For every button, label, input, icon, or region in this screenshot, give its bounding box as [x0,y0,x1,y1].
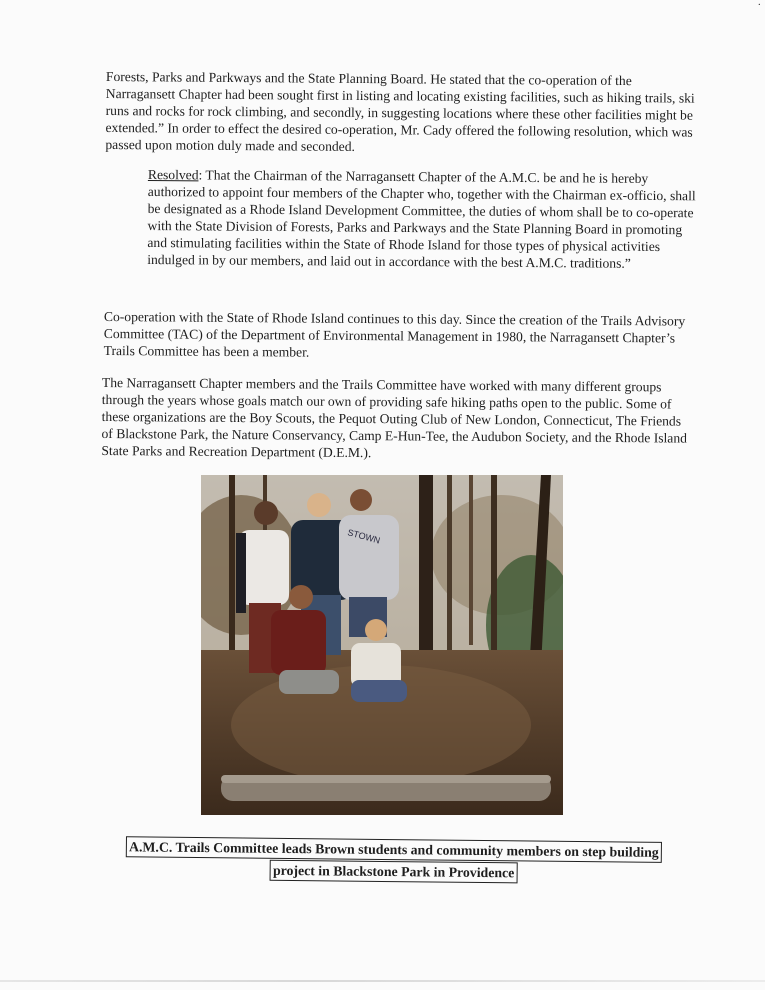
caption-line-1: A.M.C. Trails Committee leads Brown students and community members on step building [126,836,662,863]
photo-caption [100,836,688,885]
scan-bottom-edge [0,980,765,982]
partners-paragraph: The Narragansett Chapter members and the Trails Committee have worked with many different groups through the years whose goals match our own of providing safe hiking paths open to the public. Some of these organizations are the Boy Scouts, the Pequot Outing Club of New London, Connecticut, The Friends of Blackstone Park, the Nature Conservancy, Camp E-Hun-Tee, the Audubon Society, and the Rhode Island State Parks and Recreation Department (D.E.M.). [101,374,688,461]
cooperation-paragraph: Co-operation with the State of Rhode Island continues to this day. Since the creation of the Trails Advisory Committee (TAC) of the Department of Environmental Management in 1980, the Narragansett Chapter’s Trails Committee has been a member. [103,308,686,360]
intro-paragraph: Forests, Parks and Parkways and the State Planning Board. He stated that the co-operation of the Narragansett Chapter had been sought first in listing and locating existing facilities, such as hiking trails, ski runs and rocks for rock climbing, and secondly, in suggesting locations where these other facilities might be extended.” In order to effect the desired co-operation, Mr. Cady offered the following resolution, which was passed upon motion duly made and seconded. [105,68,695,154]
corner-mark: · [757,0,761,11]
sweatshirt-text: STOWN [346,527,382,546]
resolved-label: Resolved [147,166,199,183]
group-photo [201,475,563,815]
resolution-text: : That the Chairman of the Narragansett Chapter of the A.M.C. be and he is hereby authorized to appoint four members of the Chapter who, together with the Chairman ex-officio, shall be designated as a Rhode Island Development Committee, the duties of whom shall be to co-operate with the State Division of Forests, Parks and Parkways and the State Planning Board in promoting and stimulating facilities within the State of Rhode Island for those types of physical activities indulged in by our members, and laid out in accordance with the best A.M.C. traditions.” [147,167,696,271]
resolution-paragraph [147,166,696,272]
caption-line-2: project in Blackstone Park in Providence [270,860,518,884]
